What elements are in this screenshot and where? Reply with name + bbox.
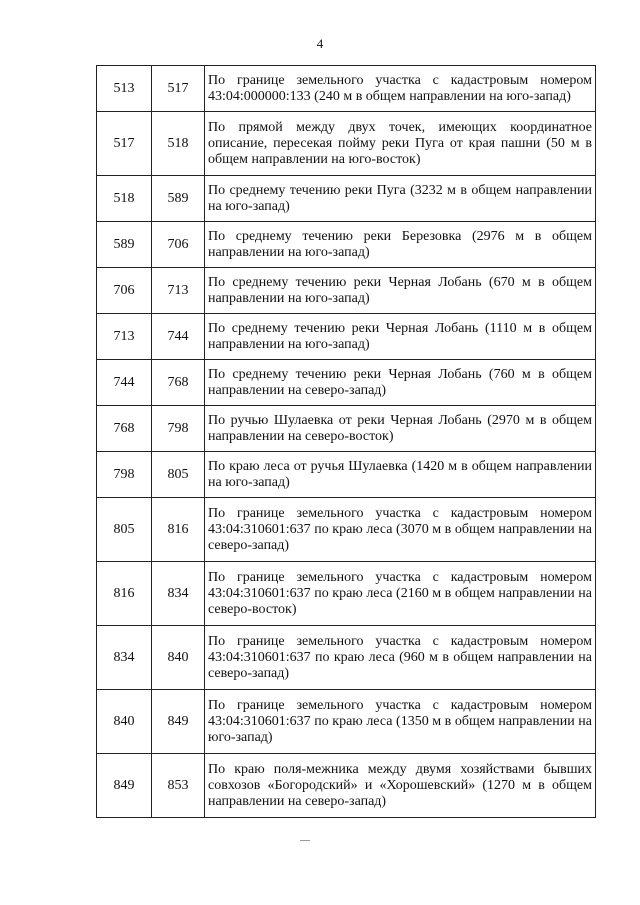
description-cell: По прямой между двух точек, имеющих координатное описание, пересекая пойму реки Пуга от края пашни (50 м в общем направлении на юго-восток) xyxy=(205,112,596,176)
point-to-cell: 517 xyxy=(152,66,205,112)
description-cell: По среднему течению реки Черная Лобань (670 м в общем направлении на юго-запад) xyxy=(205,268,596,314)
point-from-cell: 589 xyxy=(97,222,152,268)
point-from-cell: 849 xyxy=(97,754,152,818)
table-row xyxy=(97,498,596,562)
point-to-cell: 589 xyxy=(152,176,205,222)
description-cell: По среднему течению реки Черная Лобань (1110 м в общем направлении на юго-запад) xyxy=(205,314,596,360)
description-cell: По ручью Шулаевка от реки Черная Лобань (2970 м в общем направлении на северо-восток) xyxy=(205,406,596,452)
description-cell: По среднему течению реки Черная Лобань (760 м в общем направлении на северо-запад) xyxy=(205,360,596,406)
point-from-cell: 798 xyxy=(97,452,152,498)
boundary-table xyxy=(96,65,596,818)
point-to-cell: 768 xyxy=(152,360,205,406)
point-to-cell: 744 xyxy=(152,314,205,360)
page-number: 4 xyxy=(316,36,324,51)
point-to-cell: 853 xyxy=(152,754,205,818)
description-cell: По границе земельного участка с кадастровым номером 43:04:310601:637 по краю леса (1350 м в общем направлении на юго-запад) xyxy=(205,690,596,754)
table-row xyxy=(97,112,596,176)
point-to-cell: 805 xyxy=(152,452,205,498)
point-from-cell: 518 xyxy=(97,176,152,222)
point-to-cell: 816 xyxy=(152,498,205,562)
table-row xyxy=(97,314,596,360)
point-to-cell: 518 xyxy=(152,112,205,176)
point-from-cell: 713 xyxy=(97,314,152,360)
description-cell: По границе земельного участка с кадастровым номером 43:04:310601:637 по краю леса (3070 м в общем направлении на северо-запад) xyxy=(205,498,596,562)
point-to-cell: 834 xyxy=(152,562,205,626)
point-from-cell: 513 xyxy=(97,66,152,112)
description-cell: По границе земельного участка с кадастровым номером 43:04:000000:133 (240 м в общем направлении на юго-запад) xyxy=(205,66,596,112)
point-from-cell: 840 xyxy=(97,690,152,754)
point-from-cell: 805 xyxy=(97,498,152,562)
description-cell: По границе земельного участка с кадастровым номером 43:04:310601:637 по краю леса (960 м в общем направлении на северо-запад) xyxy=(205,626,596,690)
table-row xyxy=(97,626,596,690)
point-from-cell: 768 xyxy=(97,406,152,452)
table-row xyxy=(97,268,596,314)
table-row xyxy=(97,66,596,112)
table-row xyxy=(97,690,596,754)
footer-mark xyxy=(300,840,310,841)
point-to-cell: 849 xyxy=(152,690,205,754)
point-from-cell: 517 xyxy=(97,112,152,176)
point-from-cell: 706 xyxy=(97,268,152,314)
table-row xyxy=(97,562,596,626)
table-row xyxy=(97,176,596,222)
point-from-cell: 816 xyxy=(97,562,152,626)
description-cell: По границе земельного участка с кадастровым номером 43:04:310601:637 по краю леса (2160 м в общем направлении на северо-восток) xyxy=(205,562,596,626)
description-cell: По среднему течению реки Березовка (2976 м в общем направлении на юго-запад) xyxy=(205,222,596,268)
point-from-cell: 744 xyxy=(97,360,152,406)
table-row xyxy=(97,754,596,818)
description-cell: По среднему течению реки Пуга (3232 м в общем направлении на юго-запад) xyxy=(205,176,596,222)
description-cell: По краю поля-межника между двумя хозяйствами бывших совхозов «Богородский» и «Хорошевский» (1270 м в общем направлении на северо-запад) xyxy=(205,754,596,818)
point-to-cell: 840 xyxy=(152,626,205,690)
point-to-cell: 798 xyxy=(152,406,205,452)
description-cell: По краю леса от ручья Шулаевка (1420 м в общем направлении на юго-запад) xyxy=(205,452,596,498)
point-to-cell: 713 xyxy=(152,268,205,314)
table-row xyxy=(97,406,596,452)
table-row xyxy=(97,452,596,498)
point-from-cell: 834 xyxy=(97,626,152,690)
point-to-cell: 706 xyxy=(152,222,205,268)
table-row xyxy=(97,360,596,406)
table-row xyxy=(97,222,596,268)
